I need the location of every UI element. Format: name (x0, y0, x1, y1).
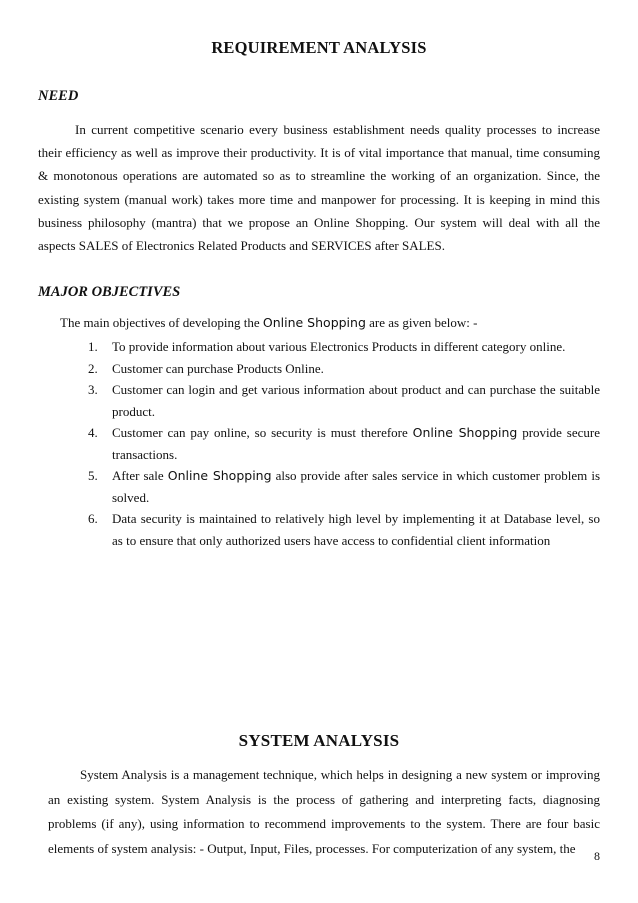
objective-text: To provide information about various Electronics Products in different category online. (112, 339, 566, 354)
objective-number: 6. (88, 511, 98, 526)
system-analysis-paragraph: System Analysis is a management technique, which helps in designing a new system or improving an existing system. System Analysis is the process of gathering and interpreting facts, diagnosing problems (if any), using information to recommend improvements to the system. There are four basic elements of system analysis: - Output, Input, Files, processes. For computerization of any system, the (48, 767, 600, 856)
objective-text-before: Customer can pay online, so security is must therefore (112, 425, 413, 440)
objective-number: 3. (88, 382, 98, 397)
objective-item (80, 336, 600, 358)
system-analysis-title: SYSTEM ANALYSIS (238, 731, 400, 750)
need-heading: NEED (38, 88, 79, 104)
intro-text-after: are as given below: - (365, 315, 478, 330)
intro-text-before: The main objectives of developing the (60, 315, 263, 330)
objective-highlight: Online Shopping (167, 468, 272, 483)
need-paragraph: In current competitive scenario every business establishment needs quality processes to increase their efficiency as well as improve their productivity. It is of vital importance that manual, time consuming & monotonous operations are automated so as to streamline the working of an organization. Since, the existing system (manual work) takes more time and manpower for processing. It is keeping in mind this business philosophy (mantra) that we propose an Online Shopping. Our system will deal with all the aspects SALES of Electronics Related Products and SERVICES after SALES. (38, 122, 600, 254)
objective-number: 1. (88, 339, 98, 354)
objective-item (80, 508, 600, 551)
objective-item (80, 358, 600, 380)
requirement-analysis-title: REQUIREMENT ANALYSIS (211, 38, 427, 57)
objective-item (80, 465, 600, 508)
objective-text-before: After sale (112, 468, 168, 483)
page-number: 8 (594, 849, 600, 863)
objectives-list (80, 336, 600, 551)
objective-text: Data security is maintained to relatively high level by implementing it at Database level, so as to ensure that only authorized users have access to confidential client information (112, 511, 600, 548)
objective-item (80, 422, 600, 465)
objective-number: 2. (88, 360, 98, 376)
objective-number: 4. (88, 425, 98, 440)
major-objectives-heading: MAJOR OBJECTIVES (38, 284, 181, 300)
objective-text: Customer can purchase Products Online. (112, 360, 324, 376)
objective-text-after: also provide after sales service in which customer problem is solved. (112, 468, 601, 505)
objective-number: 5. (88, 468, 98, 483)
objective-text-after: provide secure transactions. (112, 425, 600, 462)
objective-item (80, 379, 600, 422)
intro-highlight: Online Shopping (262, 315, 366, 330)
objective-text: Customer can login and get various information about product and can purchase the suitable product. (112, 382, 600, 419)
objective-highlight: Online Shopping (412, 425, 518, 440)
objectives-intro (60, 313, 600, 333)
